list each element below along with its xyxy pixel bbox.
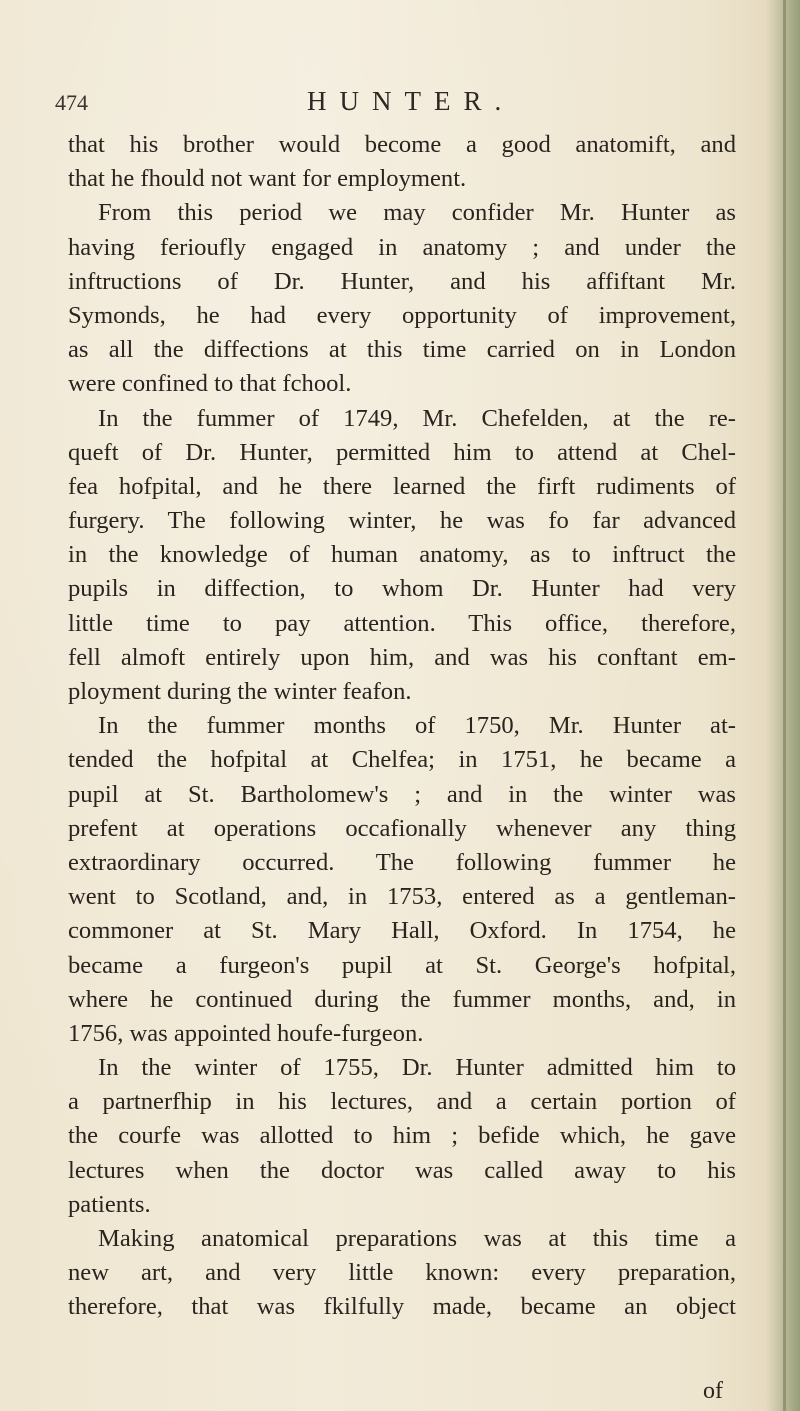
text-line: Symonds, he had every opportunity of improvement, xyxy=(68,301,736,329)
text-line: went to Scotland, and, in 1753, entered as a gentleman- xyxy=(68,883,736,911)
text-line: extraordinary occurred. The following fummer he xyxy=(68,848,736,876)
text-line: having ferioufly engaged in anatomy ; and under the xyxy=(68,233,736,261)
page-header xyxy=(55,86,735,122)
text-line: In the winter of 1755, Dr. Hunter admitted him to xyxy=(98,1054,736,1082)
page-number: 474 xyxy=(55,90,88,115)
text-line: a partnerfhip in his lectures, and a certain portion of xyxy=(68,1088,736,1116)
text-line: lectures when the doctor was called away to his xyxy=(68,1156,736,1184)
text-line: In the fummer of 1749, Mr. Chefelden, at the re- xyxy=(98,404,736,432)
running-head: HUNTER. xyxy=(307,86,515,116)
text-line: In the fummer months of 1750, Mr. Hunter at- xyxy=(98,712,736,740)
text-line: as all the diffections at this time carried on in London xyxy=(68,336,736,364)
text-line: therefore, that was fkilfully made, became an object xyxy=(68,1293,736,1321)
text-line: prefent at operations occafionally whenever any thing xyxy=(68,814,736,842)
text-line: the courfe was allotted to him ; befide which, he gave xyxy=(68,1122,736,1150)
text-line: fell almoft entirely upon him, and was his conftant em- xyxy=(68,643,736,671)
text-line: ployment during the winter feafon. xyxy=(68,678,412,705)
text-line: inftructions of Dr. Hunter, and his affiftant Mr. xyxy=(68,267,736,295)
text-line: patients. xyxy=(68,1190,151,1218)
text-line: pupils in diffection, to whom Dr. Hunter had very xyxy=(68,575,736,603)
text-line: where he continued during the fummer months, and, in xyxy=(68,985,736,1013)
text-line: From this period we may confider Mr. Hunter as xyxy=(98,199,736,227)
text-line: furgery. The following winter, he was fo far advanced xyxy=(68,507,736,535)
body-text xyxy=(68,128,736,1325)
text-line: little time to pay attention. This office, therefore, xyxy=(68,609,736,637)
text-line: commoner at St. Mary Hall, Oxford. In 1754, he xyxy=(68,917,736,945)
text-line: that he fhould not want for employment. xyxy=(68,165,467,193)
text-line: were confined to that fchool. xyxy=(68,370,352,398)
text-line: pupil at St. Bartholomew's ; and in the winter was xyxy=(68,780,736,808)
text-line: queft of Dr. Hunter, permitted him to attend at Chel- xyxy=(68,438,736,466)
text-line: became a furgeon's pupil at St. George's hofpital, xyxy=(68,951,736,979)
binding-edge xyxy=(783,0,786,1411)
text-line: new art, and very little known: every preparation, xyxy=(68,1259,736,1287)
text-line: in the knowledge of human anatomy, as to inftruct the xyxy=(68,541,736,569)
text-line: fea hofpital, and he there learned the firft rudiments of xyxy=(68,472,736,500)
text-line: Making anatomical preparations was at this time a xyxy=(98,1225,736,1252)
text-line: tended the hofpital at Chelfea; in 1751, he became a xyxy=(68,746,736,774)
text-line: 1756, was appointed houfe-furgeon. xyxy=(68,1019,424,1047)
catchword: of xyxy=(703,1378,723,1404)
text-line: that his brother would become a good anatomift, and xyxy=(68,131,736,158)
